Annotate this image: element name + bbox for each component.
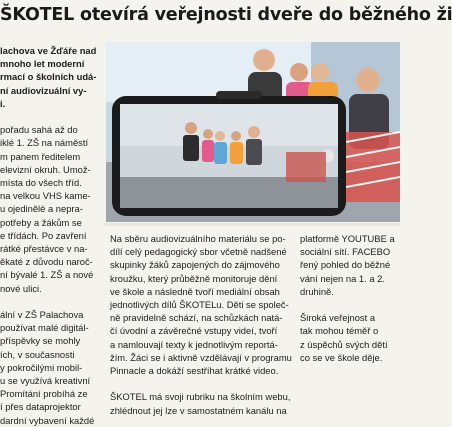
text-line: druhině.: [300, 285, 334, 297]
text-line: tak mohou téměř o: [300, 325, 379, 337]
text-line: řený pohled do běžné: [300, 259, 391, 271]
text-line: [110, 377, 296, 390]
text-line: [0, 295, 104, 308]
text-line: nové ulici.: [0, 282, 42, 294]
text-line: kroužku, který průběžně monitoruje dění: [110, 272, 278, 284]
text-line: ní audiovizuální vy-: [0, 84, 87, 96]
text-line: rátké přestávce v na-: [0, 243, 88, 255]
text-line: žím. Žáci se i aktivně vzdělávají v programu: [110, 351, 292, 363]
text-line: co se ve škole děje.: [300, 351, 383, 363]
text-line: ální v ZŠ Palachova: [0, 309, 84, 321]
article-column-right: [300, 232, 400, 364]
text-line: ve škole a následně tvoří mediální obsah: [110, 285, 280, 297]
text-line: y pokročilými mobil-: [0, 361, 83, 373]
text-line: potřeby a žákům se: [0, 216, 82, 228]
text-line: Pinnacle a dokáží sestříhat krátké video.: [110, 365, 279, 377]
text-line: příspěvky se mohly: [0, 335, 81, 347]
text-line: Promítání probíhá ze: [0, 388, 88, 400]
photo-illustration: [106, 42, 400, 222]
text-line: elevizní okruh. Umož-: [0, 163, 91, 175]
article-column-middle: [110, 232, 296, 417]
text-line: ní bývalé 1. ZŠ a nové: [0, 269, 94, 281]
text-line: sociální sítí. FACEBO: [300, 246, 391, 258]
text-line: platformě YOUTUBE a: [300, 233, 395, 244]
text-line: čí úvodní a závěrečné vstupy videí, tvoří: [110, 325, 278, 337]
article-photo: [106, 42, 400, 222]
text-line: e třídách. Po zavření: [0, 229, 87, 241]
text-line: u ojedinělé a nepra-: [0, 203, 83, 215]
text-line: rmací o školních udá-: [0, 71, 97, 83]
text-line: mnoho let moderní: [0, 58, 85, 70]
photo-caption-strip: [104, 223, 400, 226]
text-line: používat malé digitál-: [0, 322, 89, 334]
text-line: Široká veřejnost a: [300, 312, 376, 324]
text-line: Na sběru audiovizuálního materiálu se po-: [110, 233, 286, 244]
text-line: dílí celý pedagogický sbor včetně nadšené: [110, 246, 287, 258]
article-column-left: [0, 44, 104, 427]
text-line: í přes dataprojektor: [0, 401, 81, 413]
text-line: ně pravidelně schází, na schůzkách natá-: [110, 312, 283, 324]
article-headline: ŠKOTEL otevírá veřejnosti dveře do běžného ži: [0, 5, 452, 25]
text-line: [300, 298, 400, 311]
text-line: jednotlivých dílů ŠKOTELu. Děti se společ-: [110, 299, 289, 311]
text-line: na velkou VHS kame-: [0, 190, 91, 202]
text-line: skupinky žáků zapojených do zájmového: [110, 259, 280, 271]
text-line: iklé 1. ZŠ na náměstí: [0, 137, 89, 149]
text-line: ŠKOTEL má svoji rubriku na školním webu,: [110, 391, 291, 403]
text-line: [0, 110, 104, 123]
text-line: ích, v současnosti: [0, 348, 75, 360]
text-line: pořadu sahá až do: [0, 124, 78, 136]
text-line: místa do všech tříd.: [0, 177, 82, 189]
text-line: i.: [0, 97, 6, 109]
text-line: dardní vybavení každé: [0, 414, 95, 426]
text-line: zhlédnout jej lze v samostatném kanálu na: [110, 404, 287, 416]
text-line: z úspěchů svých dětí: [300, 338, 388, 350]
text-line: ěkaté z důvodu naroč-: [0, 256, 93, 268]
text-line: lachova ve Žďáře nad: [0, 45, 97, 56]
text-line: a namlouvají texty k jednotlivým reportá-: [110, 338, 278, 350]
text-line: m panem ředitelem: [0, 150, 81, 162]
text-line: u se využívá kreativní: [0, 375, 91, 387]
text-line: vání nejen na 1. a 2.: [300, 272, 385, 284]
